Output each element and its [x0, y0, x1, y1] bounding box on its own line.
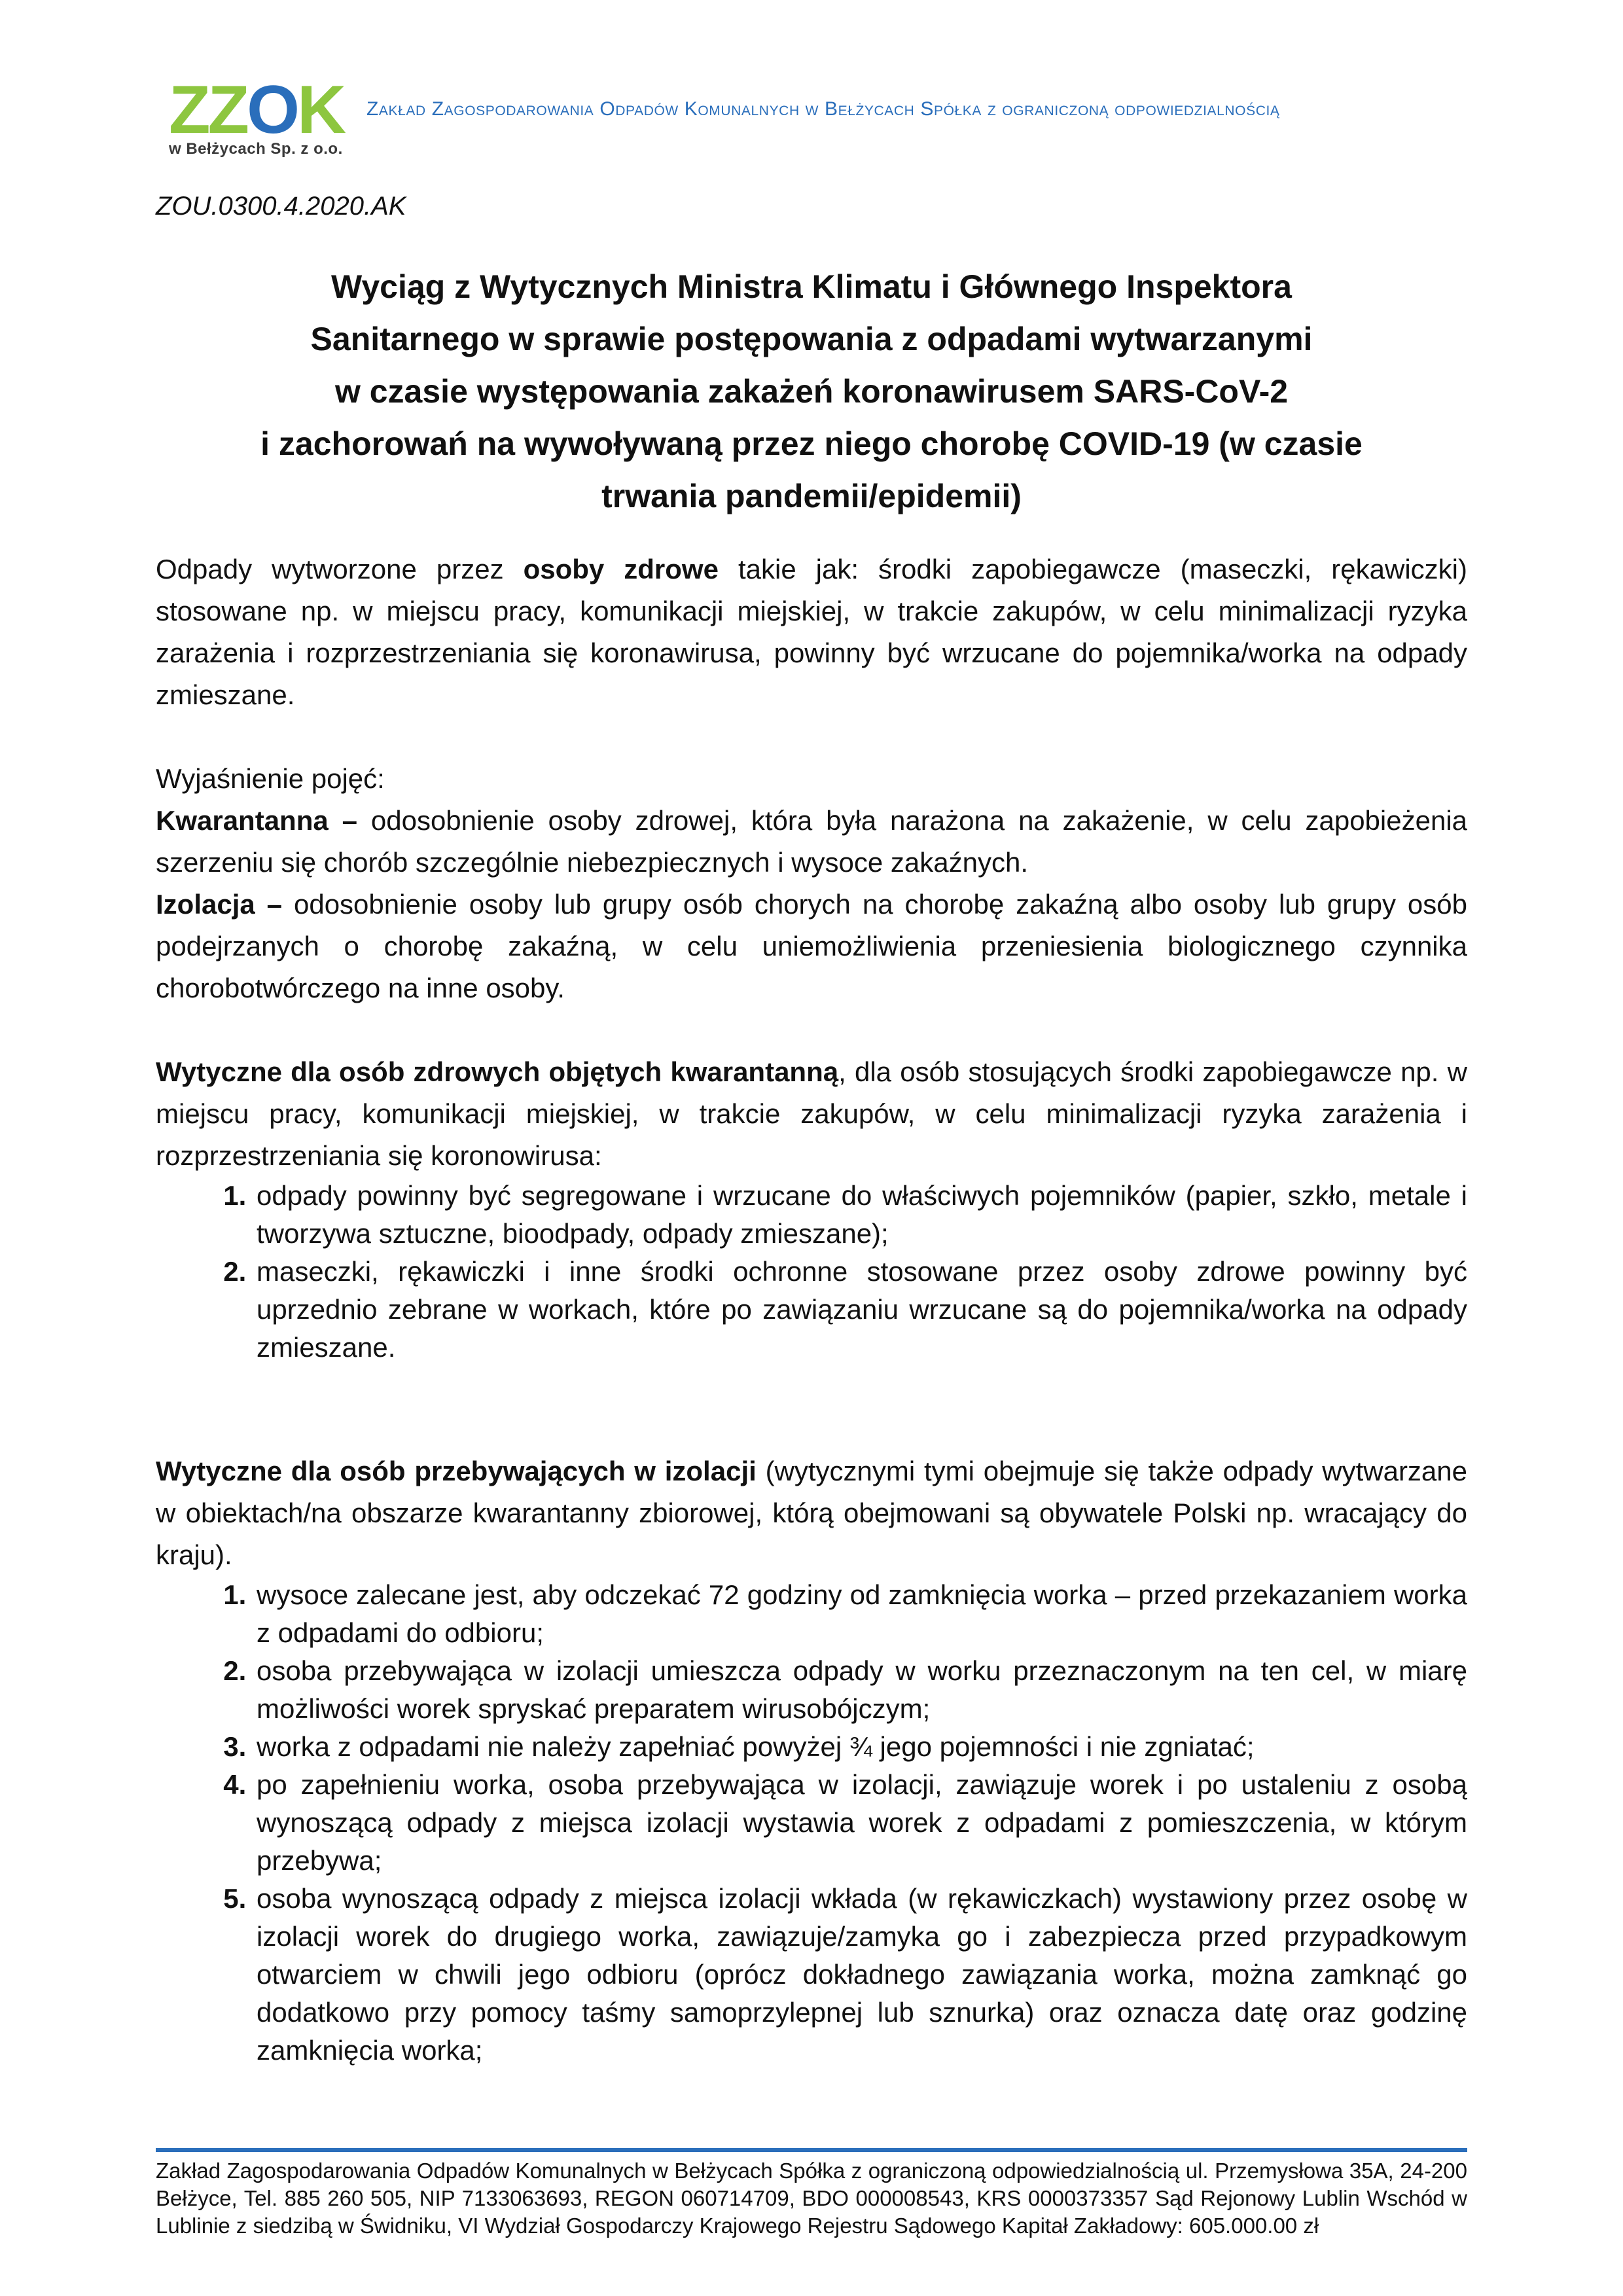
- logo-subtext: w Bełżycach Sp. z o.o.: [169, 140, 343, 158]
- section-heading: Wytyczne dla osób zdrowych objętych kwarantanną: [156, 1056, 839, 1087]
- section-healthy-list: [156, 1177, 1467, 1367]
- definitions-heading: Wyjaśnienie pojęć:: [156, 763, 385, 794]
- definition-text: odosobnienie osoby zdrowej, która była narażona na zakażenie, w celu zapobieżenia szerzeniu się chorób szczególnie niebezpiecznych i wysoce zakaźnych.: [156, 805, 1468, 878]
- definition-kwarantanna: [156, 800, 1467, 884]
- section-text: (wytycznymi tymi obejmuje się także odpady wytwarzane w obiektach/na obszarze kwarantanny zbiorowej, którą obejmowani są obywatele Polski np. wracający do kraju).: [156, 1456, 1468, 1570]
- intro-text: Odpady wytworzone przez: [156, 554, 524, 584]
- title-line: trwania pandemii/epidemii): [601, 478, 1022, 514]
- title-line: w czasie występowania zakażeń koronawirusem SARS-CoV-2: [334, 373, 1289, 410]
- footer-divider: [156, 2148, 1467, 2152]
- definition-text: odosobnienie osoby lub grupy osób chorych na chorobę zakaźną albo osoby lub grupy osób podejrzanych o chorobę zakaźną, w celu uniemożliwienia przeniesienia biologicznego czynnika chorobotwórczego na inne osoby.: [156, 889, 1468, 1003]
- document-body: [156, 548, 1467, 2070]
- title-line: Wyciąg z Wytycznych Ministra Klimatu i Głównego Inspektora: [331, 268, 1292, 305]
- definition-izolacja: [156, 884, 1467, 1009]
- list-item: 2. maseczki, rękawiczki i inne środki ochronne stosowane przez osoby zdrowe powinny być uprzednio zebrane w workach, które po zawiązaniu wrzucane są do pojemnika/worka na odpady zmieszane.: [254, 1253, 1467, 1367]
- section-text: , dla osób stosujących środki zapobiegawcze np. w miejscu pracy, komunikacji miejskiej, w trakcie zakupów, w celu minimalizacji ryzyka zarażenia i rozprzestrzeniania się koronowirusa:: [156, 1056, 1467, 1171]
- company-footer: Zakład Zagospodarowania Odpadów Komunalnych w Bełżycach Spółka z ograniczoną odpowiedzialnością ul. Przemysłowa 35A, 24-200 Bełżyce, Tel. 885 260 505, NIP 7133063693, REGON 060714709, BDO 000008543, KRS 0000373357 Sąd Rejonowy Lublin Wschód w Lublinie z siedzibą w Świdniku, VI Wydział Gospodarczy Krajowego Rejestru Sądowego Kapitał Zakładowy: 605.000.00 zł: [156, 2159, 1467, 2238]
- section-isolation-list: [156, 1576, 1467, 2070]
- definition-term: Kwarantanna –: [156, 805, 357, 836]
- intro-text: takie jak: środki zapobiegawcze (maseczki, rękawiczki) stosowane np. w miejscu pracy, komunikacji miejskiej, w trakcie zakupów, w celu minimalizacji ryzyka zarażenia i rozprzestrzeniania się koronawirusa, powinny być wrzucane do pojemnika/worka na odpady zmieszane.: [156, 554, 1467, 710]
- company-logo: [169, 72, 346, 158]
- title-line: Sanitarnego w sprawie postępowania z odpadami wytwarzanymi: [310, 321, 1313, 357]
- title-line: i zachorowań na wywoływaną przez niego chorobę COVID-19 (w czasie: [260, 425, 1363, 462]
- list-item: 1. odpady powinny być segregowane i wrzucane do właściwych pojemników (papier, szkło, metale i tworzywa sztuczne, bioodpady, odpady zmieszane);: [254, 1177, 1467, 1253]
- document-reference: ZOU.0300.4.2020.AK: [156, 192, 406, 221]
- intro-paragraph: [156, 548, 1467, 716]
- list-item: 5. osoba wynoszącą odpady z miejsca izolacji wkłada (w rękawiczkach) wystawiony przez osobę w izolacji worek do drugiego worka, zawiązuje/zamyka go i zabezpiecza przed przypadkowym otwarciem w chwili jego odbioru (oprócz dokładnego zawiązania worka, można zamknąć go dodatkowo przy pomocy taśmy samoprzylepnej lub sznurka) oraz oznacza datę oraz godzinę zamknięcia worka;: [254, 1880, 1467, 2070]
- section-heading: Wytyczne dla osób przebywających w izolacji: [156, 1456, 757, 1486]
- section-healthy-intro: [156, 1051, 1467, 1177]
- document-title: [156, 260, 1467, 522]
- company-name-header: Zakład Zagospodarowania Odpadów Komunalnych w Bełżycach Spółka z ograniczoną odpowiedzialnością: [366, 98, 1280, 120]
- list-item: 2. osoba przebywająca w izolacji umieszcza odpady w worku przeznaczonym na ten cel, w miarę możliwości worek spryskać preparatem wirusobójczym;: [254, 1652, 1467, 1728]
- list-item: 1. wysoce zalecane jest, aby odczekać 72 godziny od zamknięcia worka – przed przekazaniem worka z odpadami do odbioru;: [254, 1576, 1467, 1652]
- section-isolation-intro: [156, 1450, 1467, 1576]
- definition-term: Izolacja –: [156, 889, 283, 920]
- intro-bold: osoby zdrowe: [523, 554, 719, 584]
- list-item: 3. worka z odpadami nie należy zapełniać powyżej ¾ jego pojemności i nie zgniatać;: [254, 1728, 1467, 1766]
- logo-mark: ZZOK: [169, 72, 344, 148]
- list-item: 4. po zapełnieniu worka, osoba przebywająca w izolacji, zawiązuje worek i po ustaleniu z osobą wynoszącą odpady z miejsca izolacji wystawia worek z odpadami z pomieszczenia, w którym przebywa;: [254, 1766, 1467, 1880]
